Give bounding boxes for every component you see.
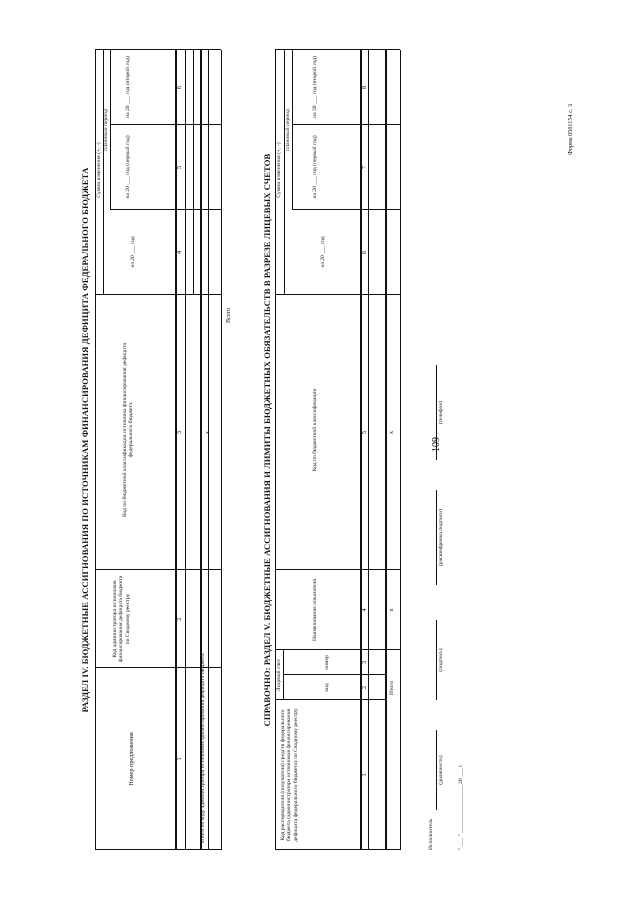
section5-title: СПРАВОЧНО: РАЗДЕЛ V. БЮДЖЕТНЫЕ АССИГНОВАНИЯ И ЛИМИТЫ БЮДЖЕТНЫХ ОБЯЗАТЕЛЬСТВ В РАЗРЕЗЕ ЛИЦЕВЫХ СЧЕТОВ [262, 153, 272, 727]
s4-header-year-second: на 20 ___ год (второй год) [125, 56, 131, 118]
s5-header-year-current: на 20 ___ год [320, 236, 326, 268]
s5-header-recipient-code: Код распорядителя (получателя) средств федерального бюджета (администратора источников финансирования дефицита федерального бюджета) по Сводному реестру [280, 708, 299, 842]
s5-col-number: 4 [361, 608, 368, 612]
date-line: " ___ " _________________ 20 ___ г. [458, 764, 464, 850]
s4-grand-total-label: Всего [225, 307, 232, 323]
s4-col-number: 2 [176, 617, 183, 621]
s4-header-proposal-number: Номер предложения [128, 732, 135, 786]
s5-header-budget-class-code: Код по бюджетной классификации [312, 388, 318, 472]
s4-col-number: 6 [176, 85, 183, 90]
s5-header-change-sum: Сумма изменения (+, -) [276, 142, 282, 198]
s5-col-number: 5 [361, 430, 368, 435]
executor-label: Исполнитель [428, 818, 434, 850]
s5-total-label: Итого [389, 680, 395, 695]
s5-header-indicator-name: Наименование показателя [312, 579, 318, 641]
s4-col-number: 3 [176, 430, 183, 435]
s5-x-mark: x [388, 430, 395, 435]
s4-header-change-sum: Сумма изменения (+, -) [96, 142, 102, 198]
s4-x-mark: x [204, 430, 211, 435]
s5-header-year-first: на 20 ___ год (первый год) [312, 135, 318, 199]
page-number: 109 [431, 437, 442, 452]
s4-total-admin-label: Итого по коду администратора источников финансирования дефицита бюджета [200, 653, 206, 843]
s5-header-account: Лицевой счет [276, 658, 282, 692]
s5-col-number: 3 [361, 660, 368, 665]
section4-title: РАЗДЕЛ IV. БЮДЖЕТНЫЕ АССИГНОВАНИЯ ПО ИСТОЧНИКАМ ФИНАНСИРОВАНИЯ ДЕФИЦИТА ФЕДЕРАЛЬНОГО БЮДЖЕТА [80, 167, 90, 713]
s5-col-number: 2 [361, 685, 368, 690]
phone-caption: (телефон) [438, 400, 444, 425]
s5-header-year-second: на 20 ___ год (второй год) [312, 56, 318, 118]
s5-header-account-type: вид [324, 683, 330, 692]
s5-col-number: 6 [361, 250, 368, 255]
s5-header-plan-period: плановый период [285, 109, 291, 151]
s5-col-number: 7 [361, 165, 368, 170]
signature-decoding-caption: (расшифровка подписи) [438, 508, 444, 567]
signature-caption: (подпись) [438, 648, 444, 672]
s5-col-number: 1 [361, 773, 368, 777]
s4-header-plan-period: плановый период [103, 109, 109, 151]
form-label: Форма 0501154 с. 3 [567, 103, 574, 155]
s5-x-mark: x [388, 608, 395, 612]
position-caption: (должность) [438, 755, 444, 785]
s4-header-budget-class-code: Код по бюджетной классификации источника финансирования дефицита федерального бюджета [122, 342, 135, 518]
s5-col-number: 8 [361, 85, 368, 90]
s4-header-year-current: на 20 ___ год [130, 236, 136, 268]
s4-col-number: 4 [176, 250, 183, 255]
s4-header-year-first: на 20 ___ год (первый год) [125, 135, 131, 199]
s4-col-number: 1 [176, 757, 183, 761]
s4-col-number: 5 [176, 165, 183, 170]
s4-header-admin-code: Код администратора источников финансирования дефицита бюджета по Сводному реестру [112, 575, 131, 663]
s5-header-account-number: номер [324, 655, 330, 670]
